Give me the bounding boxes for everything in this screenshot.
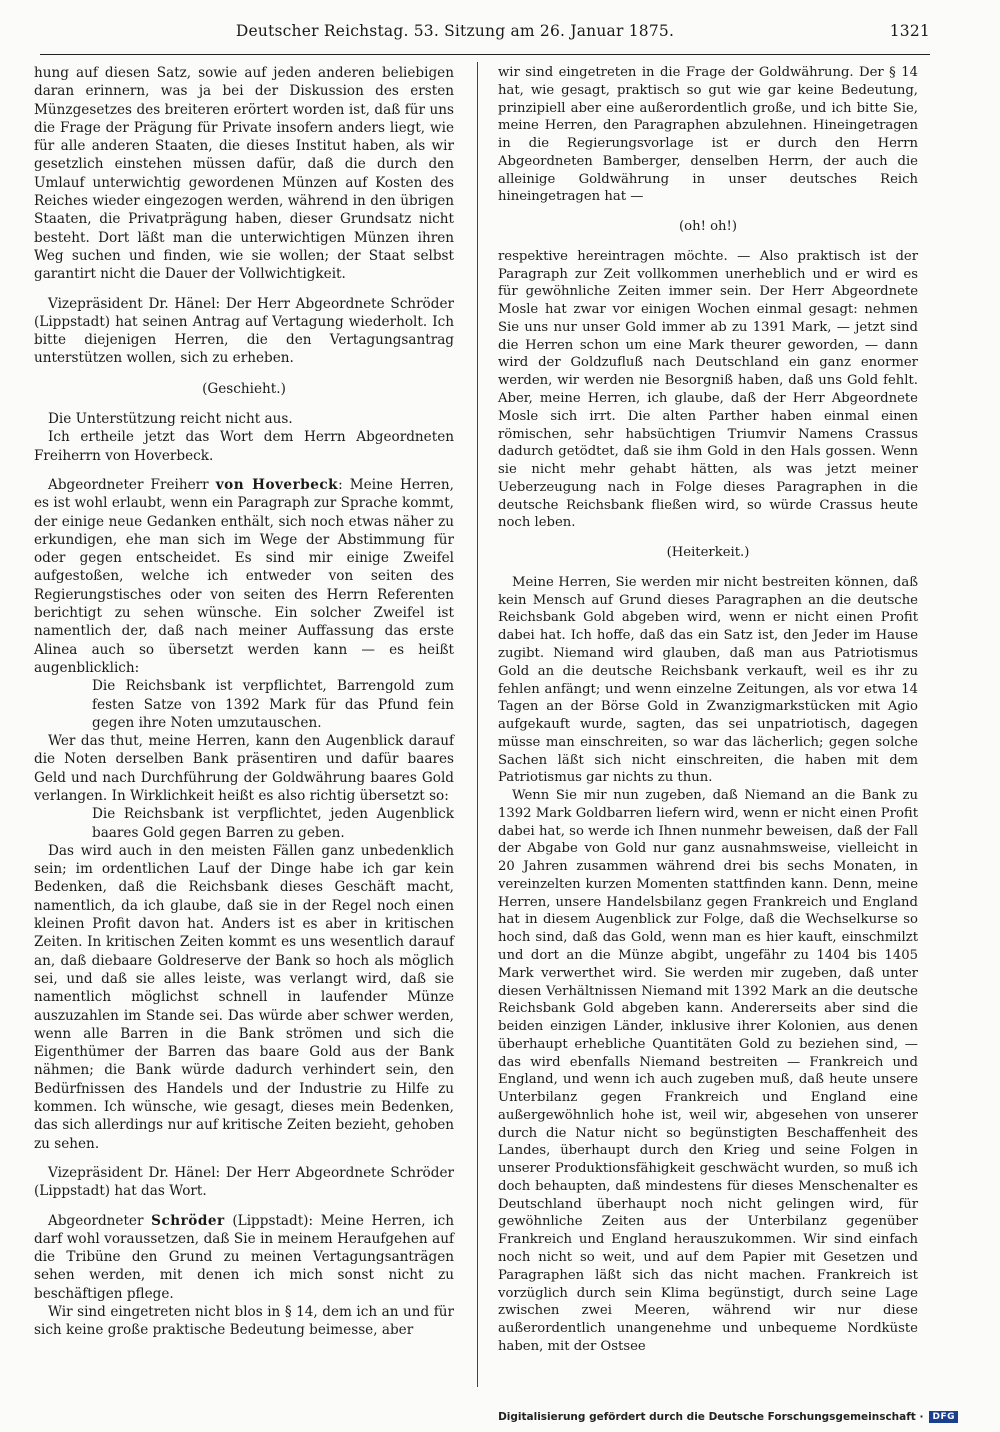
paragraph [34,295,454,368]
footer-text: Digitalisierung gefördert durch die Deutsche Forschungsgemeinschaft · [498,1411,924,1423]
speech-text: : Der Herr Abgeordnete Schröder (Lippstadt) hat das Wort. [34,1164,454,1200]
running-title: Deutscher Reichstag. 53. Sitzung am 26. Januar 1875. [235,22,675,40]
paragraph: respektive hereintragen möchte. — Also praktisch ist der Paragraph zur Zeit vollkommen unerheblich und er wird es für gewöhnliche Zeiten immer sein. Der Herr Abgeordnete Mosle hat zwar vor einigen Wochen einmal gesagt: nehmen Sie uns nur unser Gold immer ab zu 1391 Mark, — jetzt sind die Herren schon um eine Mark theurer geworden, — dann wird der Goldzufluß nach Deutschland ein ganz enormer werden, wir werden nie Besorgniß haben, daß uns Gold fehlt. Aber, meine Herren, ich glaube, daß der Herr Abgeordnete Mosle sich irrt. Die alten Parther haben einmal einen römischen, sehr habsüchtigen Triumvir Namens Crassus dadurch getödtet, daß sie ihm Gold in den Hals gossen. Wenn sie nicht mehr gehabt hätten, als was jetzt meiner Ueberzeugung nach in Folge dieses Paragraphen in die deutsche Reichsbank fließen wird, so würde Crassus heute noch leben. [498,248,918,531]
paragraph: Wenn Sie mir nun zugeben, daß Niemand an die Bank zu 1392 Mark Goldbarren liefern wird, wenn er nicht einen Profit dabei hat, so werde ich Ihnen nunmehr beweisen, daß der Fall der Abgabe von Gold nur ganz ausnahmsweise, vielleicht in 20 Jahren zusammen während drei bis sechs Monaten, in vereinzelten kurzen Momenten stattfinden kann. Denn, meine Herren, unsere Handelsbilanz gegen Frankreich und England hat in diesem Augenblick zur Folge, daß die Wechselkurse so hoch sind, daß das Gold, wenn man es hier kauft, einschmilzt und dort an die Münze abgibt, ungefähr zu 1404 bis 1405 Mark verwerthet wird. Sie werden mir zugeben, daß unter diesen Verhältnissen Niemand mit 1392 Mark an die deutsche Reichsbank Gold abgeben kann. Andererseits aber sind die beiden einzigen Länder, inklusive ihrer Kolonien, aus denen überhaupt erhebliche Quantitäten Gold zu beziehen sind, — das wird ebenfalls Niemand bestreiten — Frankreich und England, und wenn ich auch zugeben muß, daß heute unsere Unterbilanz gegen Frankreich und England eine außergewöhnlich hohe ist, weil wir, abgesehen von unserer durch die Natur nicht so begünstigten Beschaffenheit des Landes, überhaupt durch den Krieg und seine Folgen in unserer Produktionsfähigkeit geschwächt wurden, so muß ich doch behaupten, daß mindestens für dieses Menschenalter es Deutschland überhaupt noch nicht gelingen wird, für gewöhnliche Zeiten aus der Unterbilanz gegenüber Frankreich und England herauszukommen. Wir sind einfach noch nicht so weit, und auf dem Papier mit Gesetzen und Paragraphen läßt sich das nicht machen. Frankreich ist vorzüglich durch sein Klima begünstigt, durch seine Lage zwischen zwei Meeren, während wir nur diese außerordentlich unangenehme und unbequeme Nordküste haben, mit der Ostsee [498,788,918,1354]
paragraph: hung auf diesen Satz, sowie auf jeden anderen beliebigen daran erinnern, was ja bei der Diskussion des ersten Münzgesetzes des breiteren erörtert worden ist, daß für uns die Frage der Prägung für Private insofern anders liegt, wie für alle anderen Staaten, die dieses Institut haben, als wir gesetzlich einstehen müssen dafür, daß die durch den Umlauf unterwichtig gewordenen Münzen auf Kosten des Reiches wieder eingezogen werden, während in den übrigen Staaten, die Privatprägung haben, dieser Grundsatz nicht besteht. Dort läßt man die unterwichtigen Münzen ihren Weg suchen und finden, wie sie wollen; der Staat selbst garantirt nicht die Dauer der Vollwichtigkeit. [34,65,454,283]
speaker-title: Abgeordneter Freiherr [48,476,216,493]
right-column [498,64,918,1356]
quotation: Die Reichsbank ist verpflichtet, Barrengold zum festen Satze von 1392 Mark für das Pfund fein gegen ihre Noten umzutauschen. [92,678,454,731]
speaker-name: Vizepräsident Dr. Hänel [48,295,216,312]
paragraph: Ich ertheile jetzt das Wort dem Herrn Abgeordneten Freiherrn von Hoverbeck. [34,429,454,464]
speaker-name: von Hoverbeck [215,476,339,493]
page-number: 1321 [889,22,930,40]
paragraph [34,476,454,677]
dfg-logo-icon: DFG [929,1411,958,1423]
speech-text: (Lippstadt): Meine Herren, ich darf wohl voraussetzen, daß Sie in meinem Heraufgehen auf die Tribüne den Grund zu meinen Vertagungsanträgen sehen werden, mit denen ich mich sonst nicht zu beschäftigen pflege. [34,1212,454,1302]
speaker-title: Abgeordneter [48,1212,152,1229]
digitization-footer [498,1408,958,1426]
paragraph [34,1164,454,1201]
header-rule [40,54,930,55]
speech-text: : Meine Herren, es ist wohl erlaubt, wenn ein Paragraph zur Sprache kommt, der einige neue Gedanken enthält, sich noch etwas näher zu erkundigen, ehe man sich im Wege der Abstimmung für oder gegen entscheidet. Es sind mir einige Zweifel aufgestoßen, welche ich entweder von seiten des Regierungstisches oder von seiten des Herrn Referenten berichtigt zu sehen wünsche. Ein solcher Zweifel ist namentlich der, daß nach meiner Auffassung das erste Alinea auch so übersetzt werden kann — es heißt augenblicklich: [34,476,454,676]
paragraph: Wer das thut, meine Herren, kann den Augenblick darauf die Noten derselben Bank präsentiren und dafür baares Geld und nach Durchführung der Goldwährung baares Gold verlangen. In Wirklichkeit heißt es also richtig übersetzt so: [34,733,454,804]
paragraph: Die Unterstützung reicht nicht aus. [48,411,293,428]
paragraph: Das wird auch in den meisten Fällen ganz unbedenklich sein; im ordentlichen Lauf der Dinge habe ich gar kein Bedenken, daß die Reichsbank dieses Geschäft macht, namentlich, da ich glaube, daß sie in der Regel noch einen kleinen Profit davon hat. Anders ist es aber in kritischen Zeiten. In kritischen Zeiten kommt es uns wesentlich darauf an, daß diebaare Goldreserve der Bank so hoch als möglich sei, und daß sie alles leiste, was verlangt wird, daß sie namentlich möglichst schnell in laufender Münze auszuzahlen im Stande sei. Das würde aber schwer werden, wenn alle Barren in die Bank strömen und sich die Eigenthümer der Barren das baare Gold aus der Bank nähmen; die Bank würde dadurch verhindert sein, den Bedürfnissen des Handels und der Industrie zu Hilfe zu kommen. Ich wünsche, wie gesagt, dieses mein Bedenken, das sich allerdings nur auf kritische Zeiten bezieht, gehoben zu sehen. [34,842,454,1152]
paragraph: Wir sind eingetreten nicht blos in § 14, dem ich an und für sich keine große praktische Bedeutung beimesse, aber [34,1304,454,1339]
stage-direction: (Geschieht.) [202,380,286,397]
speech-text: : Der Herr Abgeordnete Schröder (Lippstadt) hat seinen Antrag auf Vertagung wiederholt. Ich bitte diejenigen Herren, die den Vertagungsantrag unterstützen wollen, sich zu erheben. [34,295,454,367]
speaker-name: Schröder [151,1212,225,1229]
column-separator [477,62,478,1387]
speaker-name: Vizepräsident Dr. Hänel [48,1164,216,1181]
page-header [40,22,930,48]
stage-direction: (oh! oh!) [679,219,737,235]
left-column [34,64,454,1340]
quotation: Die Reichsbank ist verpflichtet, jeden Augenblick baares Gold gegen Barren zu geben. [92,806,454,841]
stage-direction: (Heiterkeit.) [666,545,750,561]
paragraph [34,1212,454,1303]
paragraph: wir sind eingetreten in die Frage der Goldwährung. Der § 14 hat, wie gesagt, praktisch so gut wie gar keine Bedeutung, prinzipiell aber eine außerordentlich große, und ich bitte Sie, meine Herren, den Paragraphen abzulehnen. Hineingetragen in die Regierungsvorlage ist er durch den Herrn Abgeordneten Bamberger, denselben Herrn, der auch die alleinige Goldwährung in unser deutsches Reich hineingetragen hat — [498,65,918,205]
paragraph: Meine Herren, Sie werden mir nicht bestreiten können, daß kein Mensch auf Grund dieses Paragraphen an die deutsche Reichsbank Gold abgeben wird, wenn er nicht einen Profit dabei hat. Ich hoffe, daß das ein Satz ist, den Jeder im Hause zugibt. Niemand wird glauben, daß man aus Patriotismus Gold an die deutsche Reichsbank verkauft, weil es ihr zu fehlen anfängt; und wenn einzelne Zeitungen, als vor etwa 14 Tagen an der Börse Gold in Zwanzigmarkstücken mit Agio aufgekauft wurde, sagten, das sei unpatriotisch, dagegen müsse man einschreiten, so war das lächerlich; gegen solche Sachen läßt sich nicht einschreiten, die haben mit dem Patriotismus gar nichts zu thun. [498,574,918,786]
